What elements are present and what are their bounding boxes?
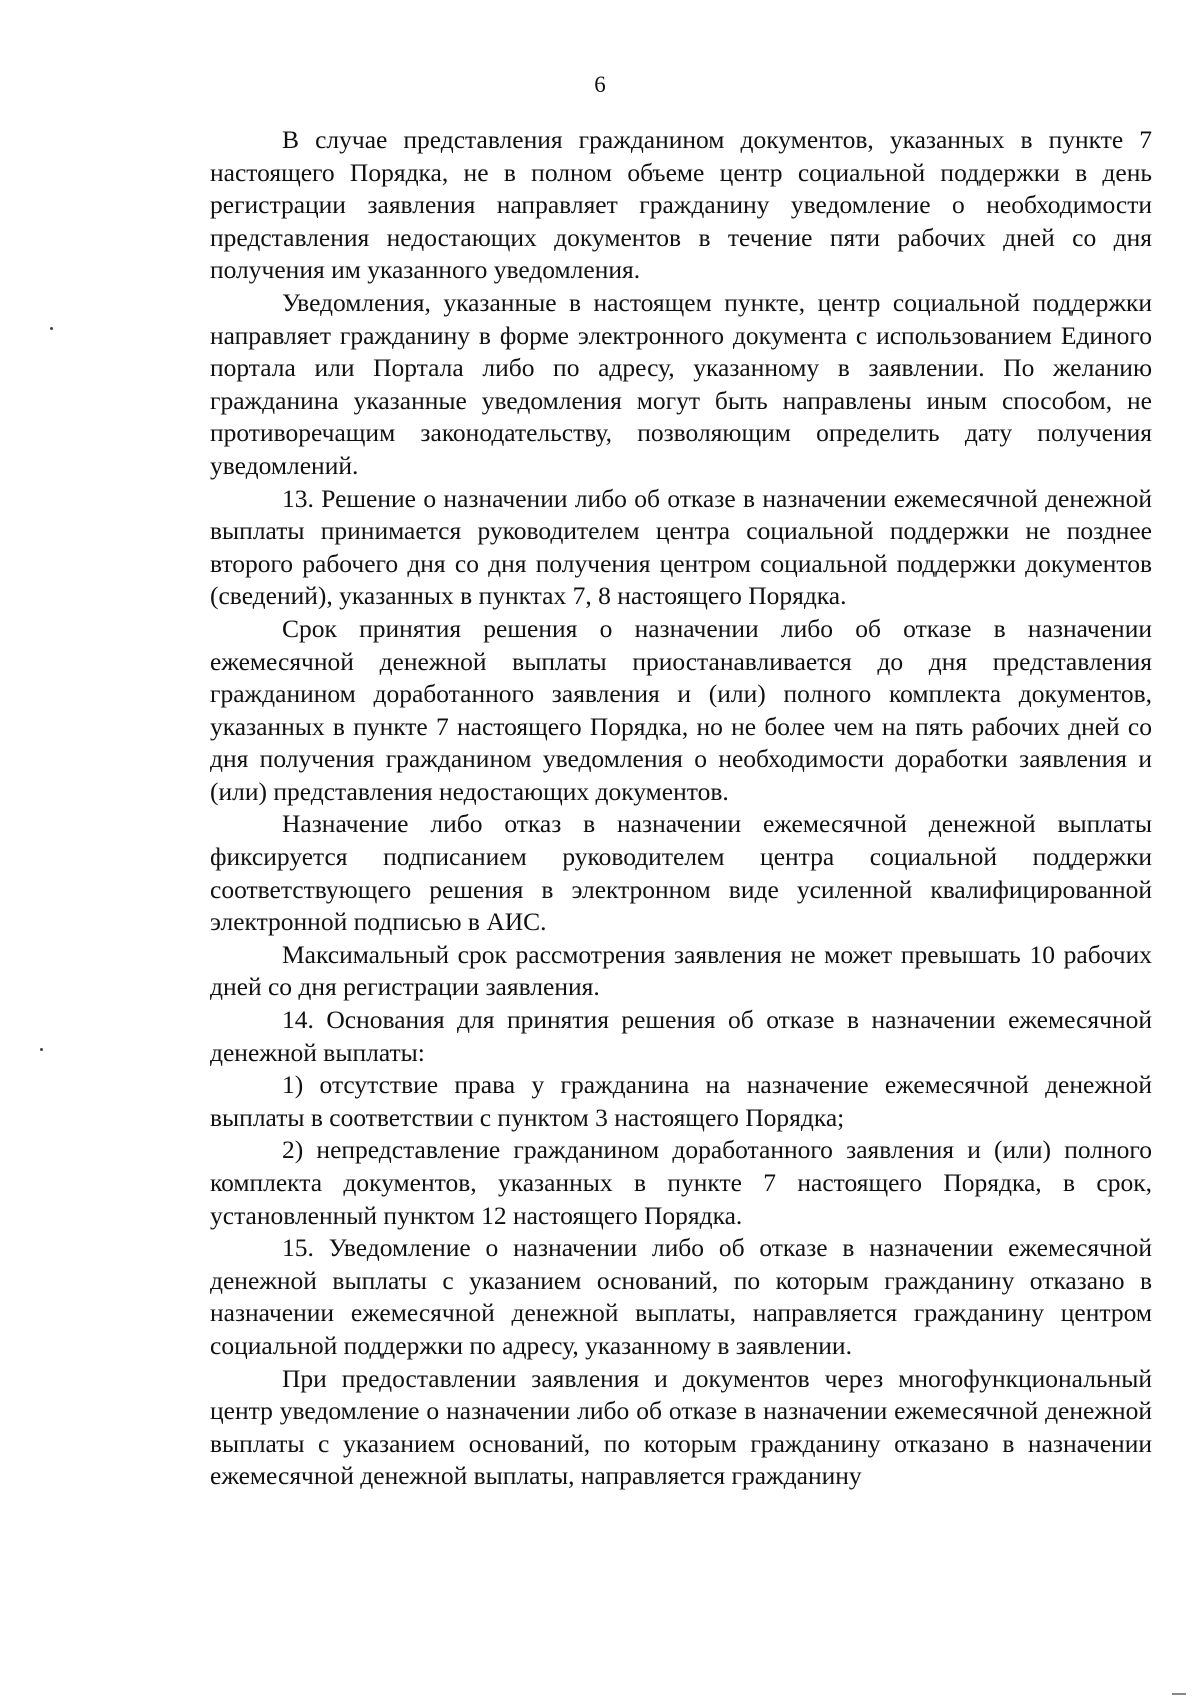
scan-speck xyxy=(50,327,53,330)
paragraph-incomplete-documents: В случае представления гражданином документов, указанных в пункте 7 настоящего Порядка, не в полном объеме центр социальной поддержки в день регистрации заявления направляет гражданину уведомление о необходимости представления недостающих документов в течение пяти рабочих дней со дня получения им указанного уведомления. xyxy=(210,125,1152,285)
paragraph-item-15: 15. Уведомление о назначении либо об отказе в назначении ежемесячной денежной выплаты с указанием оснований, по которым гражданину отказано в назначении ежемесячной денежной выплаты, направляется гражданину центром социальной поддержки по адресу, указанному в заявлении. xyxy=(210,1233,1152,1360)
paragraph-decision-signing: Назначение либо отказ в назначении ежемесячной денежной выплаты фиксируется подписанием руководителем центра социальной поддержки соответствующего решения в электронном виде усиленной квалифицированной электронной подписью в АИС. xyxy=(210,809,1152,937)
paragraph-item-13: 13. Решение о назначении либо об отказе в назначении ежемесячной денежной выплаты принимается руководителем центра социальной поддержки не позднее второго рабочего дня со дня получения центром социальной поддержки документов (сведений), указанных в пунктах 7, 8 настоящего Порядка. xyxy=(210,483,1152,611)
paragraph-max-term: Максимальный срок рассмотрения заявления не может превышать 10 рабочих дней со дня регистрации заявления. xyxy=(210,939,1152,1002)
page-number: 6 xyxy=(594,72,606,97)
paragraph-item-14-sub-1: 1) отсутствие права у гражданина на назначение ежемесячной денежной выплаты в соответствии с пунктом 3 настоящего Порядка; xyxy=(210,1070,1152,1132)
scan-edge-mark xyxy=(1172,1693,1186,1695)
paragraph-item-14-sub-2: 2) непредставление гражданином доработанного заявления и (или) полного комплекта документов, указанных в пункте 7 настоящего Порядка, в срок, установленный пунктом 12 настоящего Порядка. xyxy=(210,1135,1152,1230)
paragraph-mfc-notification: При предоставлении заявления и документов через многофункциональный центр уведомление о назначении либо об отказе в назначении ежемесячной денежной выплаты с указанием оснований, по которым гражданину отказано в назначении ежемесячной денежной выплаты, направляется гражданину xyxy=(210,1363,1152,1491)
paragraph-decision-term: Срок принятия решения о назначении либо об отказе в назначении ежемесячной денежной выплаты приостанавливается до дня представления гражданином доработанного заявления и (или) полного комплекта документов, указанных в пункте 7 настоящего Порядка, но не более чем на пять рабочих дней со дня получения гражданином уведомления о необходимости доработки заявления и (или) представления недостающих документов. xyxy=(210,613,1152,806)
scan-speck xyxy=(40,1048,43,1051)
paragraph-item-14: 14. Основания для принятия решения об отказе в назначении ежемесячной денежной выплаты: xyxy=(210,1005,1152,1067)
paragraph-notifications: Уведомления, указанные в настоящем пункте, центр социальной поддержки направляет гражданину в форме электронного документа с использованием Единого портала или Портала либо по адресу, указанному в заявлении. По желанию гражданина указанные уведомления могут быть направлены иным способом, не противоречащим законодательству, позволяющим определить дату получения уведомлений. xyxy=(210,287,1152,480)
document-body xyxy=(210,124,1152,1493)
